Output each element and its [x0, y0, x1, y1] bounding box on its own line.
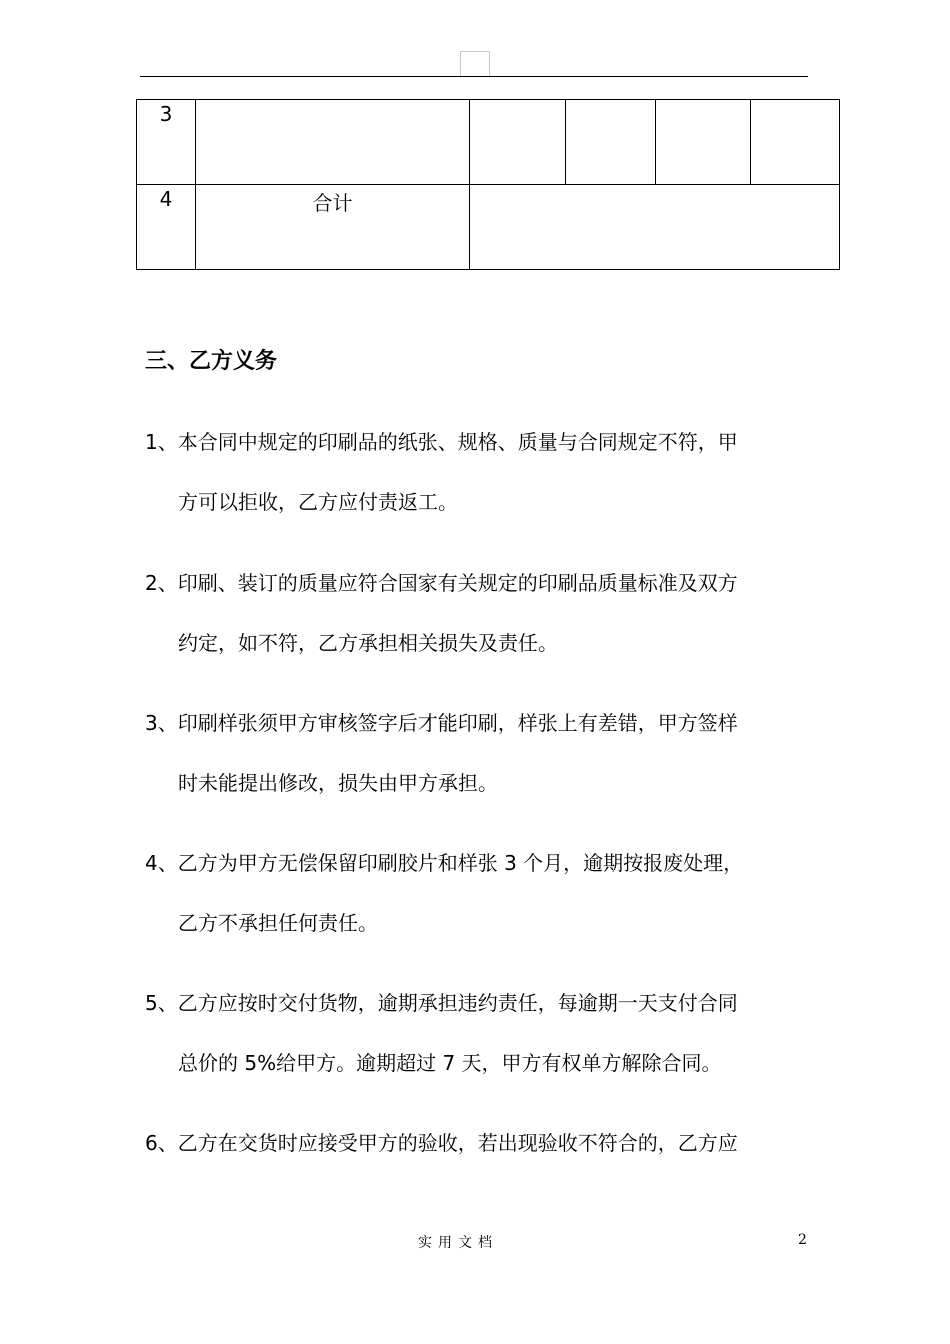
clause-line: 时未能提出修改，损失由甲方承担。 — [178, 771, 498, 795]
row-number: 4 — [137, 185, 196, 270]
table-cell — [566, 100, 656, 185]
clause-line: 乙方不承担任何责任。 — [178, 911, 378, 935]
items-table — [136, 99, 840, 270]
clause-line: 2、印刷、装订的质量应符合国家有关规定的印刷品质量标准及双方 — [145, 571, 738, 595]
clause-5 — [145, 989, 825, 1109]
section-title: 三、乙方义务 — [145, 349, 278, 374]
row-item-name: 合计 — [196, 185, 470, 270]
page-number: 2 — [798, 1232, 807, 1248]
clause-line: 约定，如不符，乙方承担相关损失及责任。 — [178, 631, 558, 655]
table-cell — [656, 100, 751, 185]
table-row — [137, 100, 840, 185]
row-number: 3 — [137, 100, 196, 185]
table-cell — [470, 100, 566, 185]
header-rule — [140, 76, 808, 77]
clause-line: 3、印刷样张须甲方审核签字后才能印刷，样张上有差错，甲方签样 — [145, 711, 738, 735]
clause-line: 4、乙方为甲方无偿保留印刷胶片和样张 3 个月，逾期按报废处理， — [145, 851, 744, 875]
clause-line: 5、乙方应按时交付货物，逾期承担违约责任，每逾期一天支付合同 — [145, 991, 738, 1015]
footer-label: 实用文档 — [418, 1235, 498, 1251]
clause-6 — [145, 1129, 825, 1189]
table-cell — [751, 100, 840, 185]
header-mark — [460, 51, 490, 78]
clause-2 — [145, 569, 825, 689]
clause-line: 1、本合同中规定的印刷品的纸张、规格、质量与合同规定不符，甲 — [145, 430, 738, 454]
clause-3 — [145, 709, 825, 829]
table-row — [137, 185, 840, 270]
clause-line: 方可以拒收，乙方应付责返工。 — [178, 490, 458, 514]
clause-line: 总价的 5%给甲方。逾期超过 7 天，甲方有权单方解除合同。 — [178, 1051, 722, 1075]
total-value-cell — [470, 185, 840, 270]
clause-4 — [145, 849, 825, 969]
clause-1 — [145, 428, 825, 548]
row-item-name — [196, 100, 470, 185]
clause-line: 6、乙方在交货时应接受甲方的验收，若出现验收不符合的，乙方应 — [145, 1131, 738, 1155]
